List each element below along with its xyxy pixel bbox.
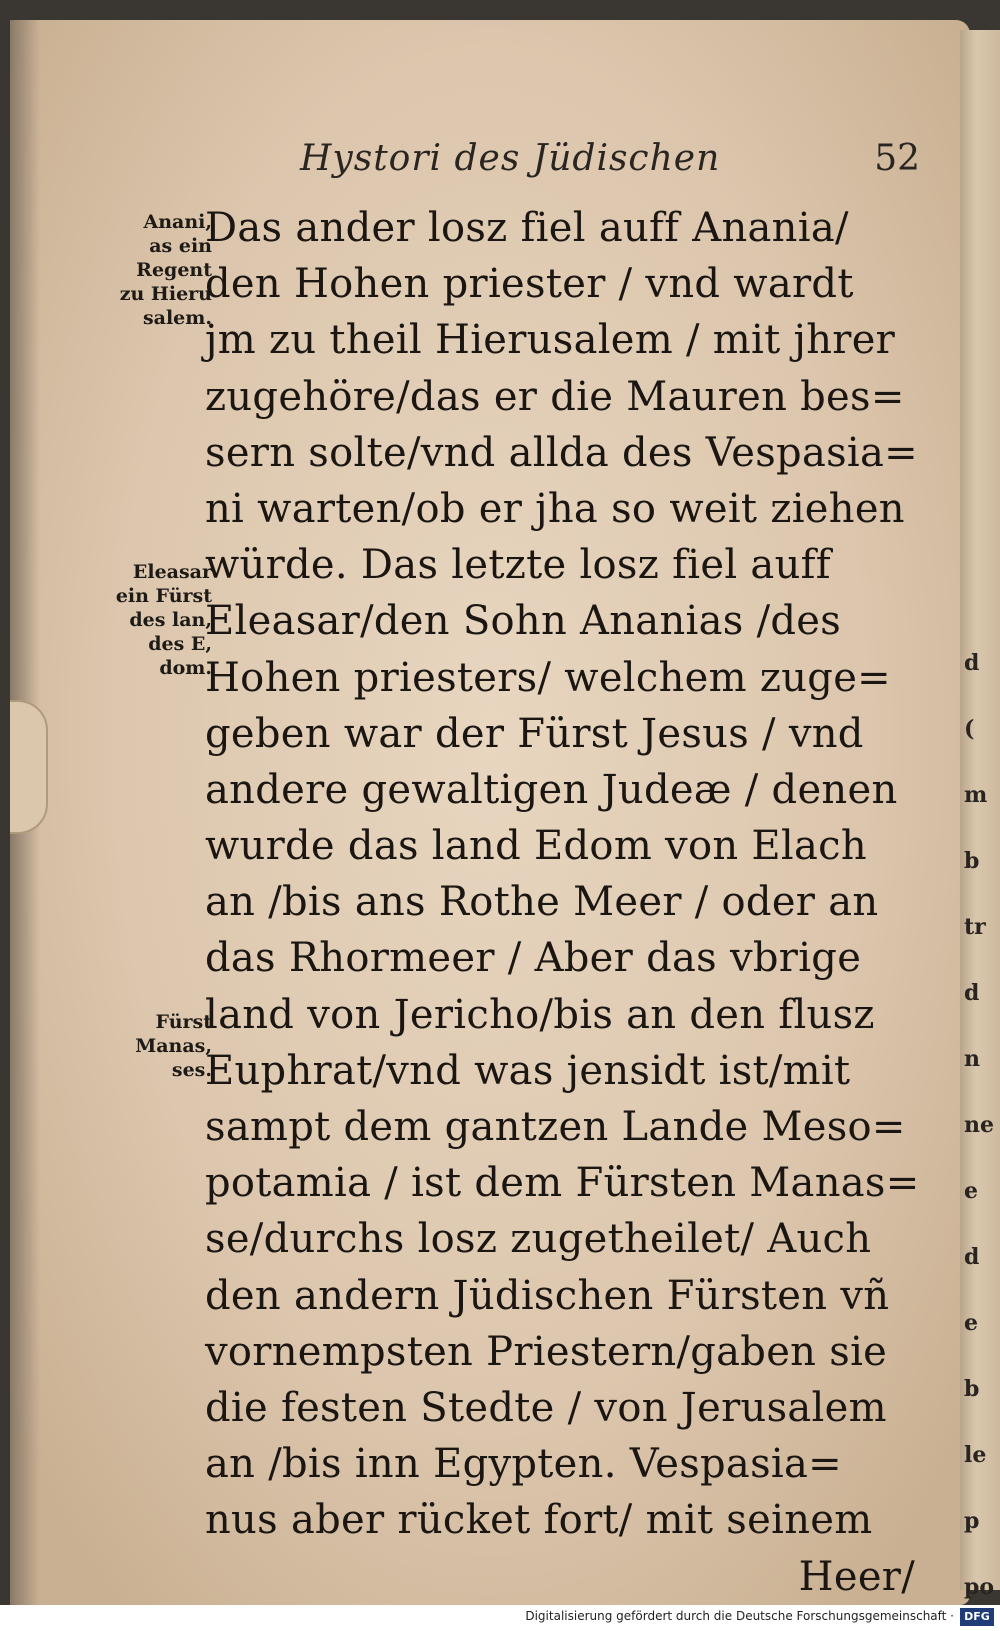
text-line: potamia / ist dem Fürsten Manas= xyxy=(205,1160,920,1207)
book-page xyxy=(10,20,970,1605)
running-title: Hystori des Jüdischen xyxy=(300,138,721,179)
next-page-fragment: d xyxy=(964,1244,980,1270)
next-page-fragment: p xyxy=(964,1508,980,1534)
page-edge-tab xyxy=(10,700,48,834)
next-page-fragment: ( xyxy=(964,716,975,742)
next-page-fragment: po xyxy=(964,1574,995,1600)
digitization-footer xyxy=(0,1605,1000,1631)
text-line: sern solte/vnd allda des Vespasia= xyxy=(205,429,918,476)
text-line: wurde das land Edom von Elach xyxy=(205,823,867,870)
text-line: geben war der Fürst Jesus / vnd xyxy=(205,710,864,757)
text-line: an /bis inn Egypten. Vespasia= xyxy=(205,1441,842,1488)
text-line: die festen Stedte / von Jerusalem xyxy=(205,1384,887,1431)
margin-note-anania: Anani, as ein Regent zu Hieru salem. xyxy=(119,211,212,329)
text-line: den Hohen priester / vnd wardt xyxy=(205,261,854,308)
text-line: sampt dem gantzen Lande Meso= xyxy=(205,1104,906,1150)
text-line: würde. Das letzte losz fiel auff xyxy=(205,542,831,589)
next-page-fragment: e xyxy=(964,1310,978,1336)
text-line: Hohen priesters/ welchem zuge= xyxy=(205,654,891,701)
text-line: se/durchs losz zugetheilet/ Auch xyxy=(205,1216,872,1263)
footer-credit: Digitalisierung gefördert durch die Deutsche Forschungsgemeinschaft · xyxy=(525,1609,954,1623)
page-number: 52 xyxy=(874,138,920,179)
next-page-fragment: tr xyxy=(964,914,986,940)
text-line: zugehöre/das er die Mauren bes= xyxy=(205,373,905,420)
next-page-fragment: b xyxy=(964,848,980,874)
text-line: das Rhormeer / Aber das vbrige xyxy=(205,935,862,982)
text-line: vornempsten Priestern/gaben sie xyxy=(205,1328,888,1375)
next-page-fragment: d xyxy=(964,980,980,1006)
margin-note-manasses: Fürst Manas, ses. xyxy=(135,1011,212,1081)
next-page-fragment: b xyxy=(964,1376,980,1402)
next-page-fragment: e xyxy=(964,1178,978,1204)
body-text xyxy=(205,200,925,1605)
next-page-fragment: n xyxy=(964,1046,980,1072)
text-line: jm zu theil Hierusalem / mit jhrer xyxy=(205,317,896,364)
next-page-fragment: m xyxy=(964,782,988,808)
text-line: den andern Jüdischen Fürsten vñ xyxy=(205,1272,890,1319)
text-line: nus aber rücket fort/ mit seinem xyxy=(205,1497,873,1544)
text-line: an /bis ans Rothe Meer / oder an xyxy=(205,879,879,926)
text-line: land von Jericho/bis an den flusz xyxy=(205,991,875,1038)
next-page-edge xyxy=(960,30,1000,1600)
page-header xyxy=(300,138,920,188)
text-line: Eleasar/den Sohn Ananias /des xyxy=(205,598,842,645)
text-line: andere gewaltigen Judeæ / denen xyxy=(205,766,898,813)
text-line: Das ander losz fiel auff Anania/ xyxy=(205,205,849,251)
text-line: ni warten/ob er jha so weit ziehen xyxy=(205,485,905,532)
margin-note-eleasar: Eleasar ein Fürst des lan, des E, dom. xyxy=(115,561,212,679)
text-line: Euphrat/vnd was jensidt ist/mit xyxy=(205,1047,851,1094)
next-page-fragment: ne xyxy=(964,1112,994,1138)
next-page-fragment: le xyxy=(964,1442,987,1468)
text-line: Heer/ xyxy=(798,1553,915,1600)
dfg-logo: DFG xyxy=(960,1608,994,1626)
next-page-fragment: d xyxy=(964,650,980,676)
